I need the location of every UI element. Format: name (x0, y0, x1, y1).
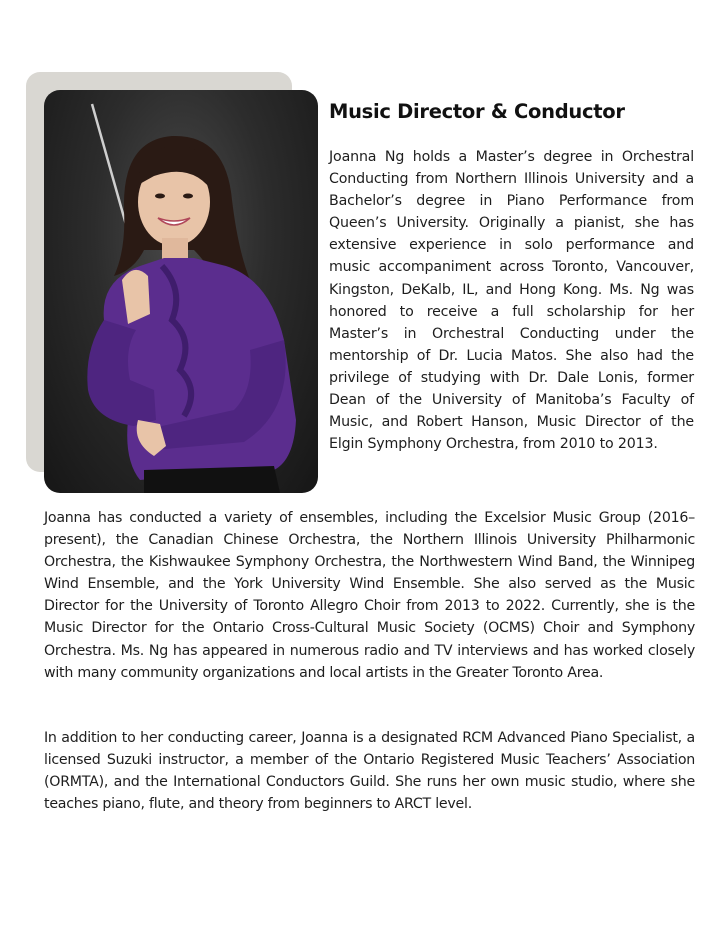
eye-left (155, 194, 165, 199)
bio-intro-paragraph: Joanna Ng holds a Master’s degree in Orchestral Conducting from Northern Illinois University and a Bachelor’s degree in Piano Performance from Queen’s University. Originally a pianist, she has extensive experience in solo performance and music accompaniment across Toronto, Vancouver, Kingston, DeKalb, IL, and Hong Kong. Ms. Ng was honored to receive a full scholarship for her Master’s in Orchestral Conducting under the mentorship of Dr. Lucia Matos. She also had the privilege of studying with Dr. Dale Lonis, former Dean of the University of Manitoba’s Faculty of Music, and Robert Hanson, Music Director of the Elgin Symphony Orchestra, from 2010 to 2013. (329, 149, 694, 453)
bio-teaching-paragraph: In addition to her conducting career, Joanna is a designated RCM Advanced Piano Specialist, a licensed Suzuki instructor, a member of the Ontario Registered Music Teachers’ Association (ORMTA), and the International Conductors Guild. She runs her own music studio, where she teaches piano, flute, and theory from beginners to ARCT level. (44, 730, 695, 813)
page-title: Music Director & Conductor (329, 100, 625, 123)
trousers (144, 466, 280, 493)
eye-right (183, 194, 193, 199)
portrait-illustration (44, 90, 318, 493)
bio-ensembles-paragraph: Joanna has conducted a variety of ensembles, including the Excelsior Music Group (2016–present), the Canadian Chinese Orchestra, the Northern Illinois University Philharmonic Orchestra, the Kishwaukee Symphony Orchestra, the Northwestern Wind Band, the Winnipeg Wind Ensemble, and the York University Wind Ensemble. She also served as the Music Director for the University of Toronto Allegro Choir from 2013 to 2022. Currently, she is the Music Director for the Ontario Cross-Cultural Music Society (OCMS) Choir and Symphony Orchestra. Ms. Ng has appeared in numerous radio and TV interviews and has worked closely with many community organizations and local artists in the Greater Toronto Area. (44, 510, 695, 681)
neck (162, 238, 188, 260)
portrait-photo (44, 90, 318, 493)
